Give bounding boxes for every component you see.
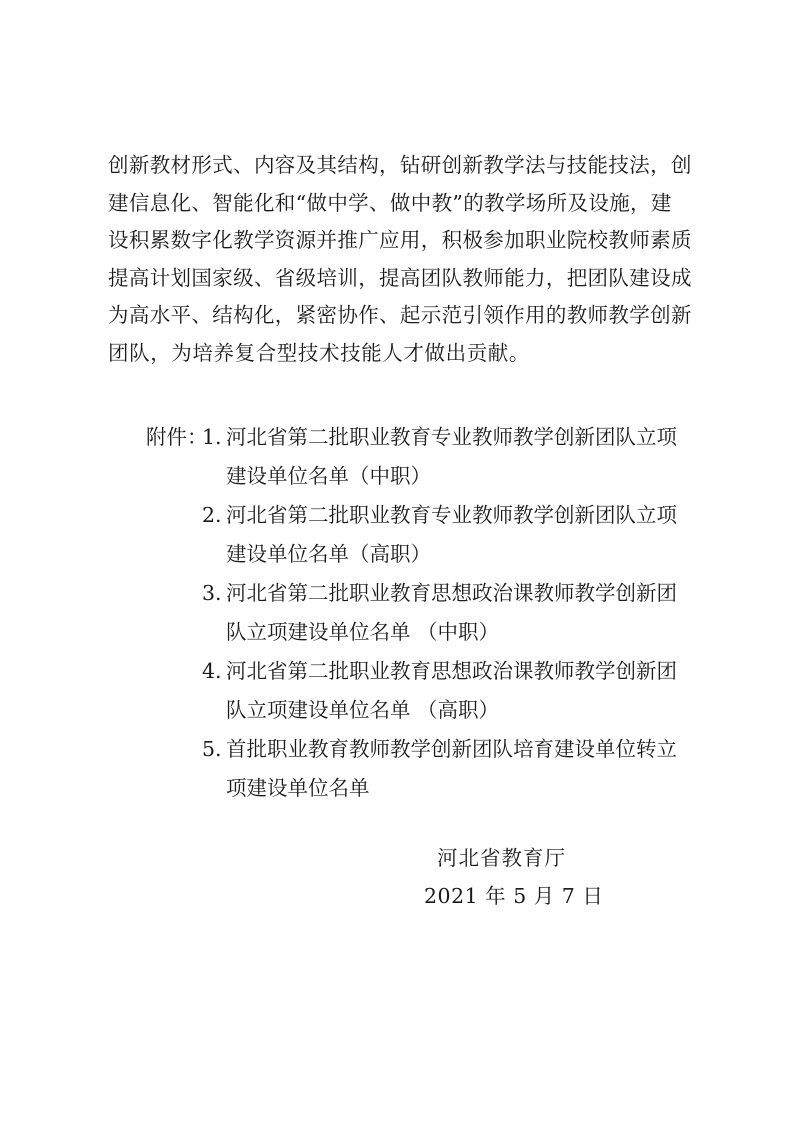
attachment-number: 4. [202,659,222,683]
attachment-number: 2. [202,503,222,527]
attachment-title-line: 河北省第二批职业教育专业教师教学创新团队立项 [226,425,677,449]
attachment-title-line: 队立项建设单位名单 （中职） [226,620,500,644]
attachment-item [146,496,706,574]
attachments-list [146,418,706,808]
attachment-title-line: 首批职业教育教师教学创新团队培育建设单位转立 [226,737,677,761]
paragraph-line: 团队，为培养复合型技术技能人才做出贡献。 [108,340,530,365]
paragraph-line: 建信息化、智能化和“做中学、做中教”的教学场所及设施，建 [108,190,672,215]
attachments-label: 附件： [146,425,208,449]
attachment-title-line: 建设单位名单（中职） [226,464,431,488]
attachment-title-line: 河北省第二批职业教育专业教师教学创新团队立项 [226,503,677,527]
attachment-item [146,574,706,652]
attachment-number: 3. [202,581,222,605]
paragraph-line: 提高计划国家级、省级培训，提高团队教师能力，把团队建设成 [108,265,692,290]
paragraph-line: 为高水平、结构化，紧密协作、起示范引领作用的教师教学创新 [108,303,692,328]
attachment-title-line: 河北省第二批职业教育思想政治课教师教学创新团 [226,659,677,683]
paragraph-line: 设积累数字化教学资源并推广应用，积极参加职业院校教师素质 [108,228,692,253]
attachment-item [146,418,706,496]
body-paragraph [108,147,698,373]
paragraph-line: 创新教材形式、内容及其结构，钻研创新教学法与技能技法，创 [108,153,692,177]
attachment-title-line: 队立项建设单位名单 （高职） [226,698,500,722]
attachment-title-line: 河北省第二批职业教育思想政治课教师教学创新团 [226,581,677,605]
attachment-number: 1. [202,425,222,449]
attachment-item [146,652,706,730]
issuing-organization: 河北省教育厅 [437,846,566,870]
issue-date: 2021 年 5 月 7 日 [424,884,604,908]
attachment-number: 5. [202,737,222,761]
attachment-title-line: 建设单位名单（高职） [226,542,431,566]
attachment-title-line: 项建设单位名单 [226,776,370,800]
attachment-item [146,730,706,808]
